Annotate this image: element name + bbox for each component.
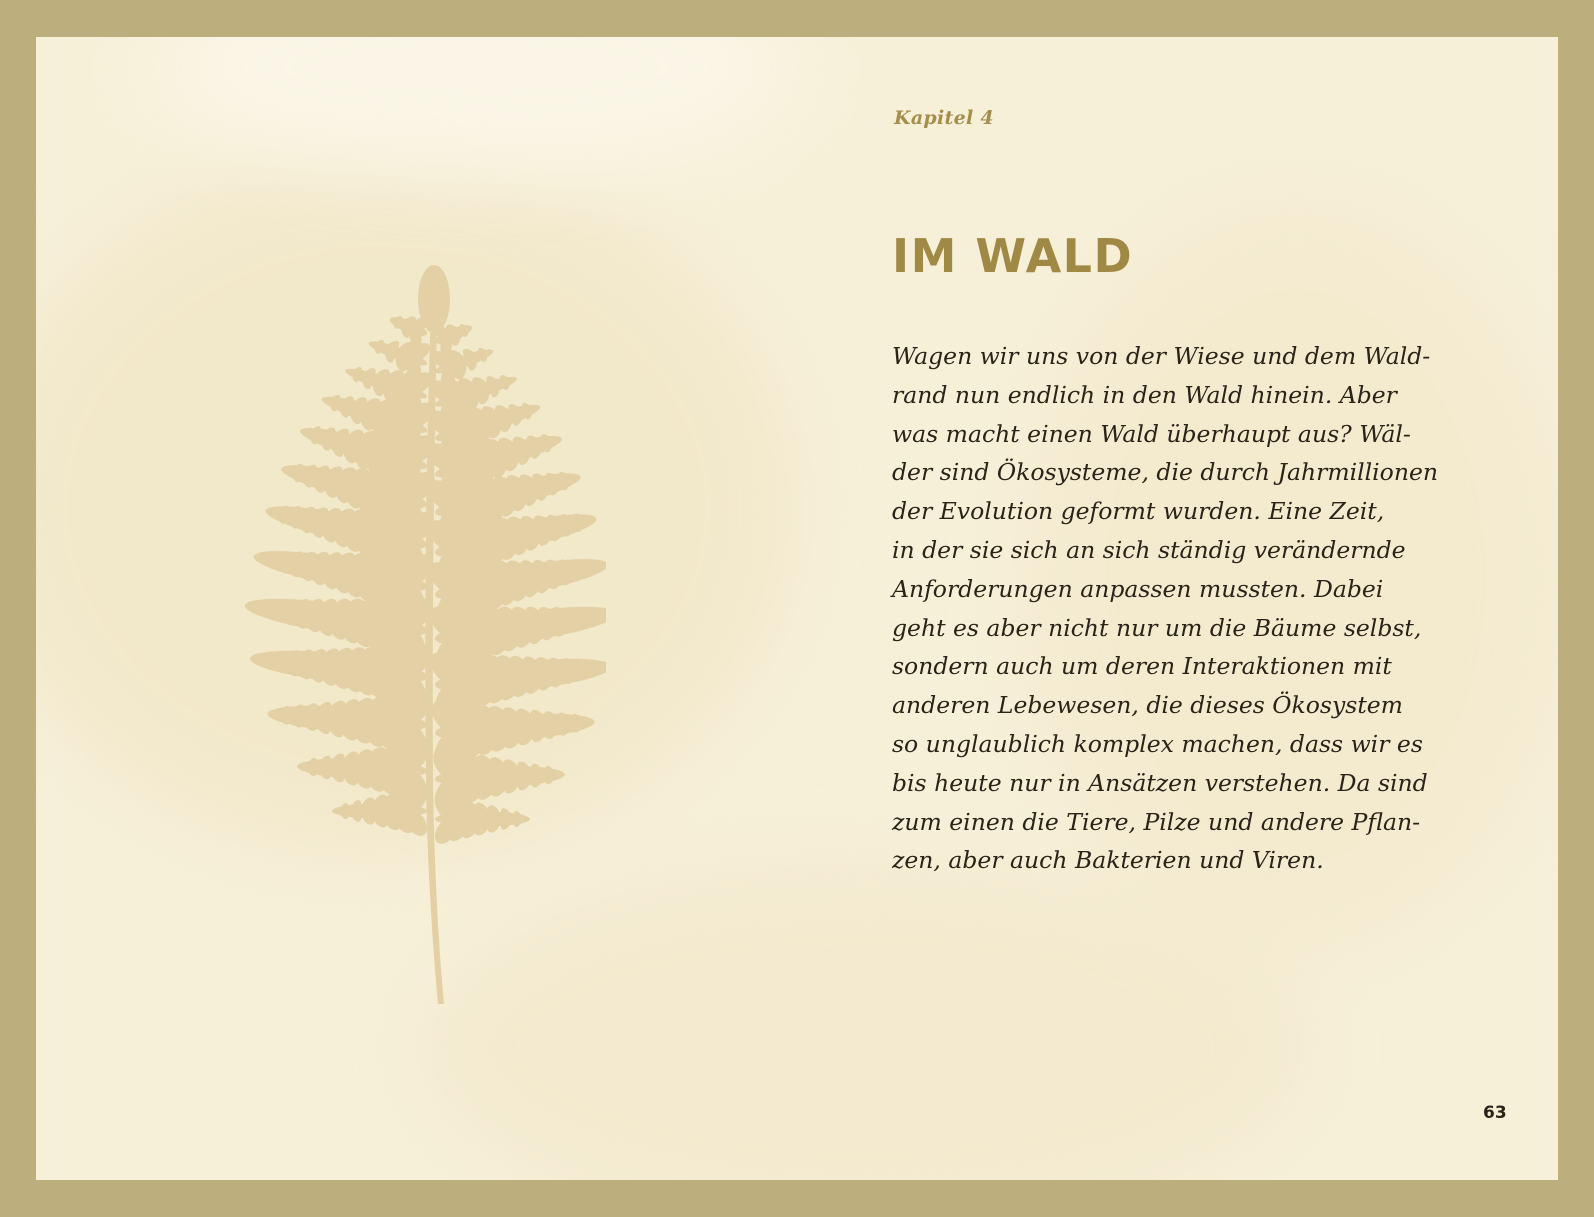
book-page (36, 37, 1558, 1180)
body-line: zum einen die Tiere, Pilze und andere Pflan- (892, 807, 1421, 836)
body-line: was macht einen Wald überhaupt aus? Wäl- (892, 419, 1411, 448)
body-line: in der sie sich an sich ständig verändernde (892, 535, 1406, 564)
body-line: geht es aber nicht nur um die Bäume selbst, (892, 613, 1422, 642)
chapter-label: Kapitel 4 (894, 107, 994, 129)
page-number: 63 (1483, 1103, 1507, 1123)
body-line: zen, aber auch Bakterien und Viren. (892, 846, 1324, 875)
page-title: IM WALD (892, 229, 1134, 283)
body-line: bis heute nur in Ansätzen verstehen. Da sind (892, 768, 1428, 797)
body-line: sondern auch um deren Interaktionen mit (892, 652, 1392, 681)
body-line: Wagen wir uns von der Wiese und dem Wald- (892, 342, 1431, 370)
body-line: anderen Lebewesen, die dieses Ökosystem (892, 691, 1403, 720)
body-line: der sind Ökosysteme, die durch Jahrmillionen (892, 458, 1438, 487)
paper-texture (156, 37, 796, 177)
body-line: so unglaublich komplex machen, dass wir es (892, 729, 1423, 758)
body-line: rand nun endlich in den Wald hinein. Aber (892, 380, 1397, 409)
fern-icon (186, 259, 606, 1019)
body-line: Anforderungen anpassen mussten. Dabei (892, 574, 1384, 603)
body-line: der Evolution geformt wurden. Eine Zeit, (892, 497, 1385, 526)
body-paragraph (892, 337, 1532, 880)
